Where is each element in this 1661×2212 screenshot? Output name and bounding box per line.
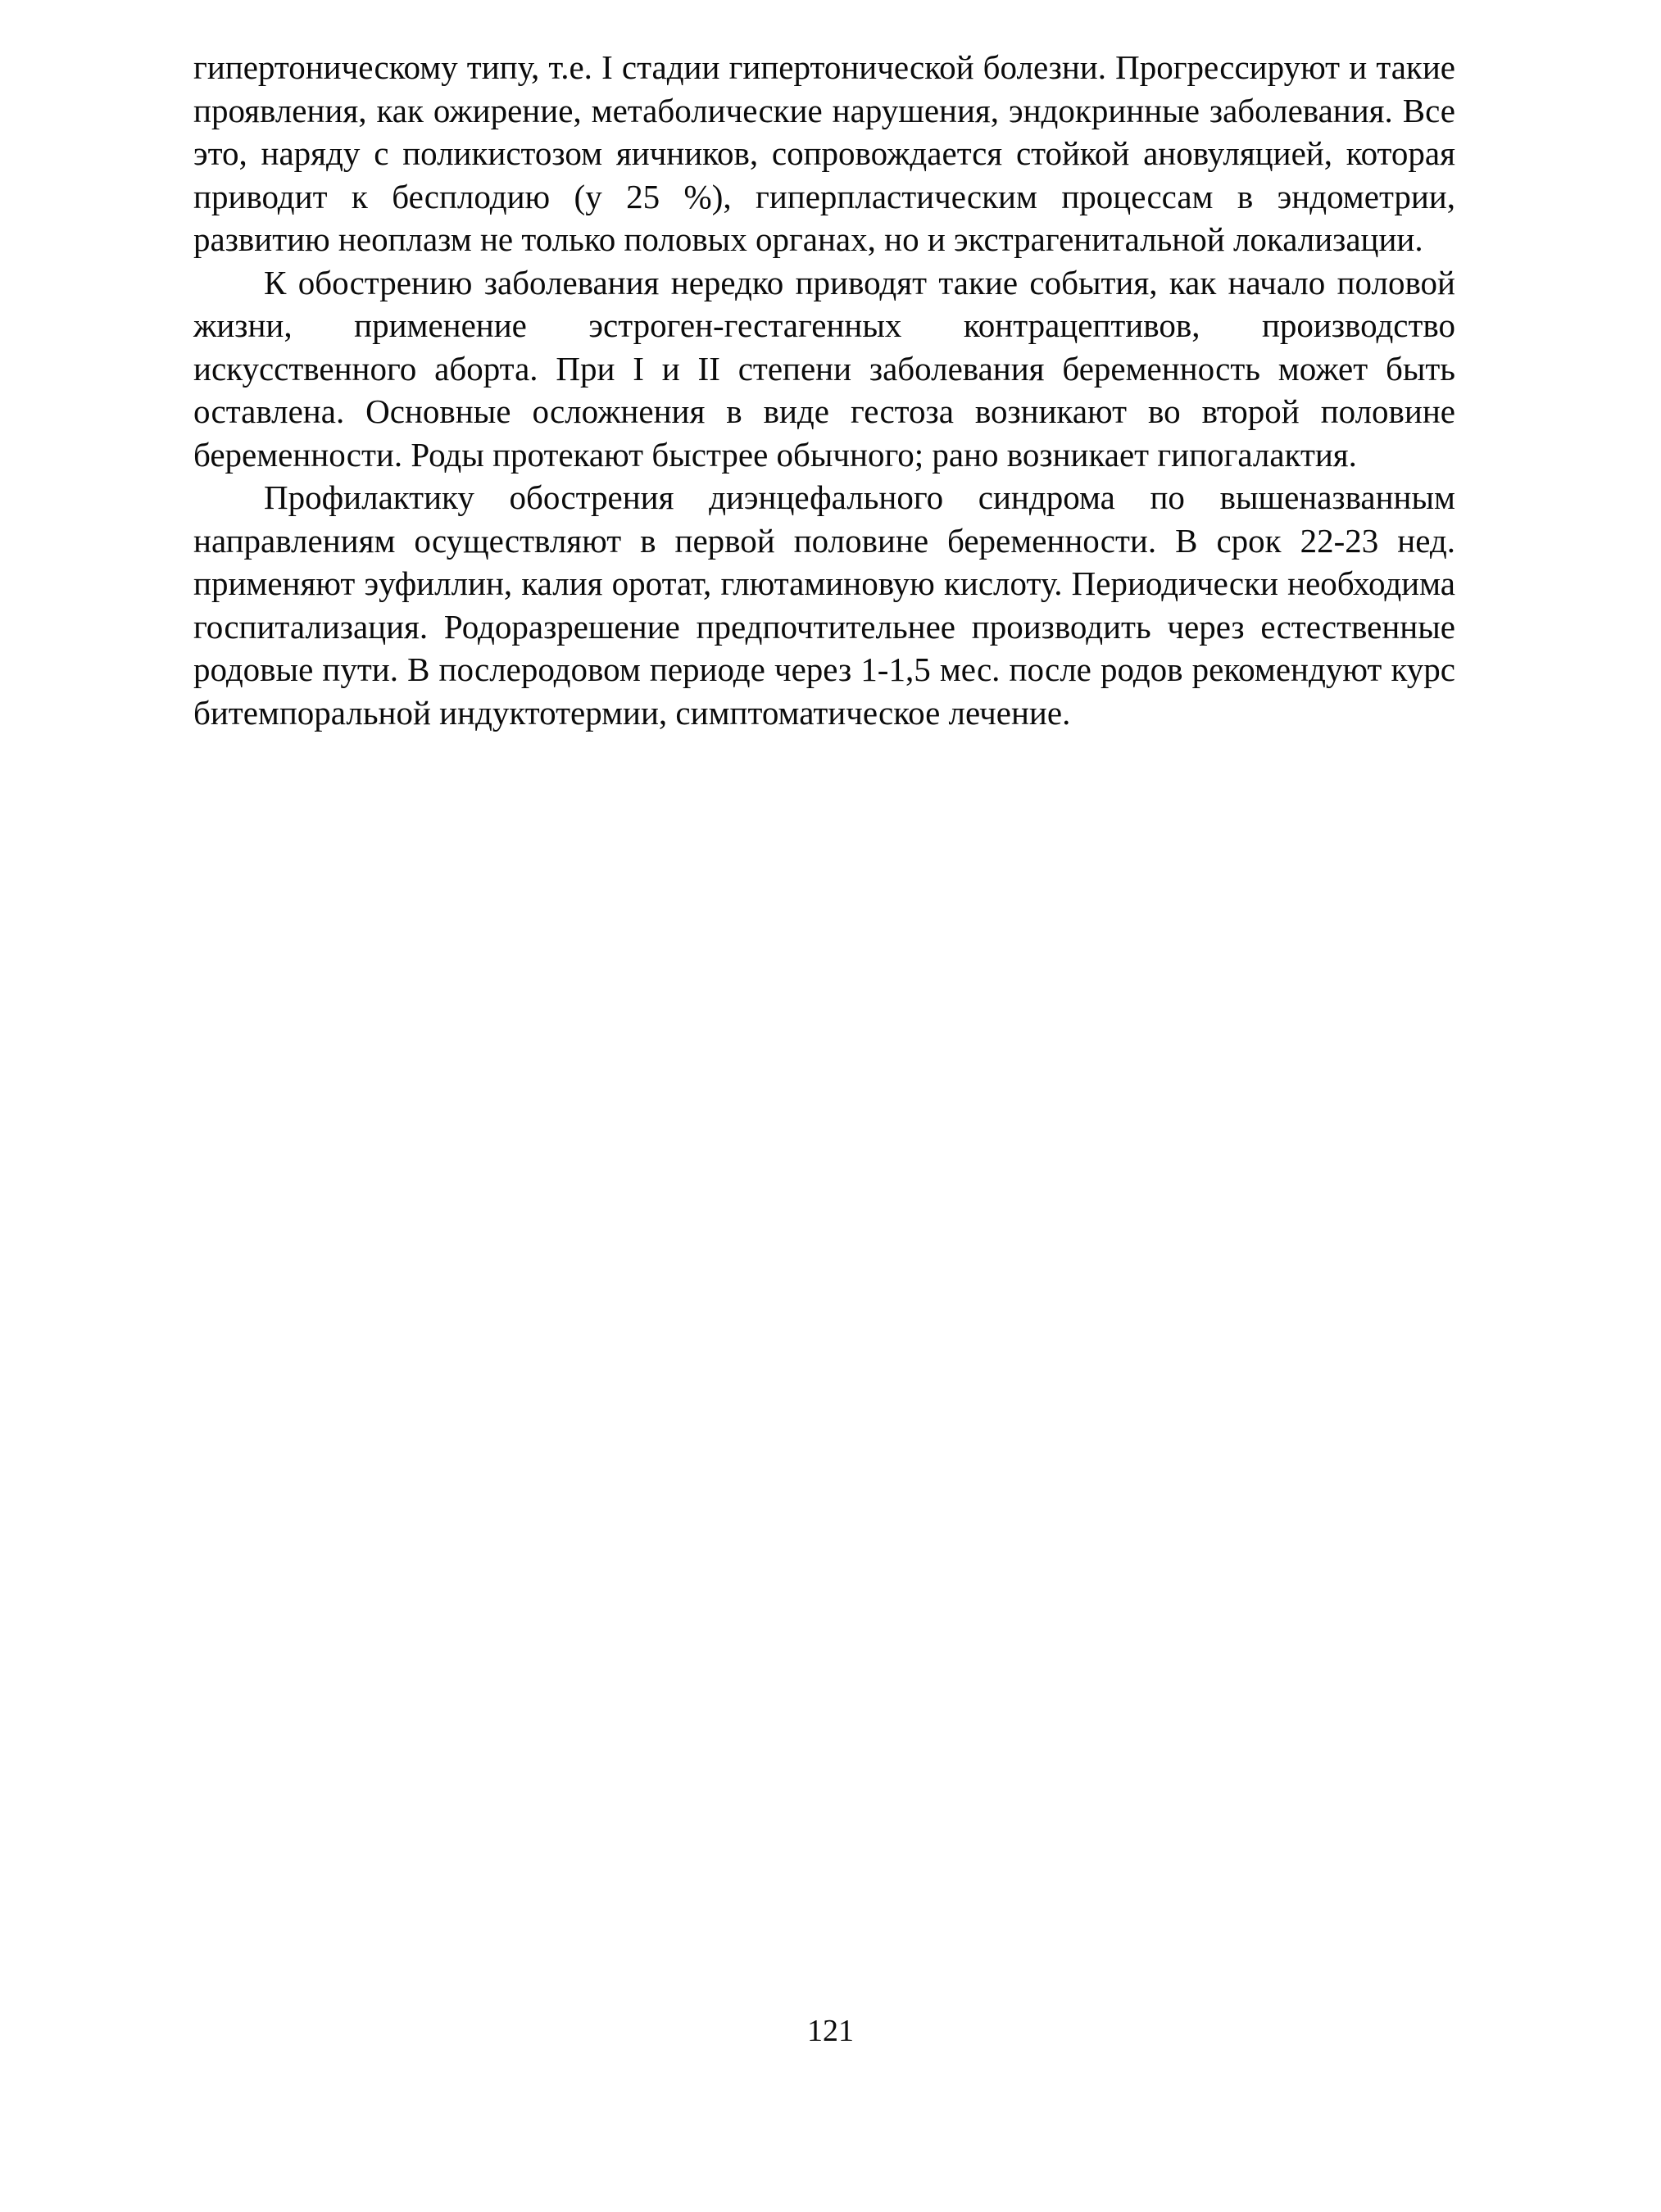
page-number: 121 — [807, 2014, 854, 2048]
paragraph-exacerbation: К обострению заболевания нередко приводят такие события, как начало половой жизни, применение эстроген-гестагенных контрацептивов, производство искусственного аборта. При I и II степени заболевания беременность может быть оставлена. Основные осложнения в виде гестоза возникают во второй половине беременности. Роды протекают быстрее обычного; рано возникает гипогалактия. — [193, 263, 1455, 474]
paragraph-prophylaxis: Профилактику обострения диэнцефального синдрома по вышеназванным направлениям осуществляют в первой половине беременности. В срок 22-23 нед. применяют эуфиллин, калия оротат, глютаминовую кислоту. Периодически необходима госпитализация. Родоразрешение предпочтительнее производить через естественные родовые пути. В послеродовом периоде через 1-1,5 мес. после родов рекомендуют курс битемпоральной индуктотермии, симптоматическое лечение. — [193, 478, 1455, 732]
body-text — [193, 46, 1455, 734]
paragraph-continuation: гипертоническому типу, т.е. I стадии гипертонической болезни. Прогрессируют и такие проявления, как ожирение, метаболические нарушения, эндокринные заболевания. Все это, наряду с поликистозом яичников, сопровождается стойкой ановуляцией, которая приводит к бесплодию (у 25 %), гиперпластическим процессам в эндометрии, развитию неоплазм не только половых органах, но и экстрагенитальной локализации. — [193, 48, 1455, 258]
